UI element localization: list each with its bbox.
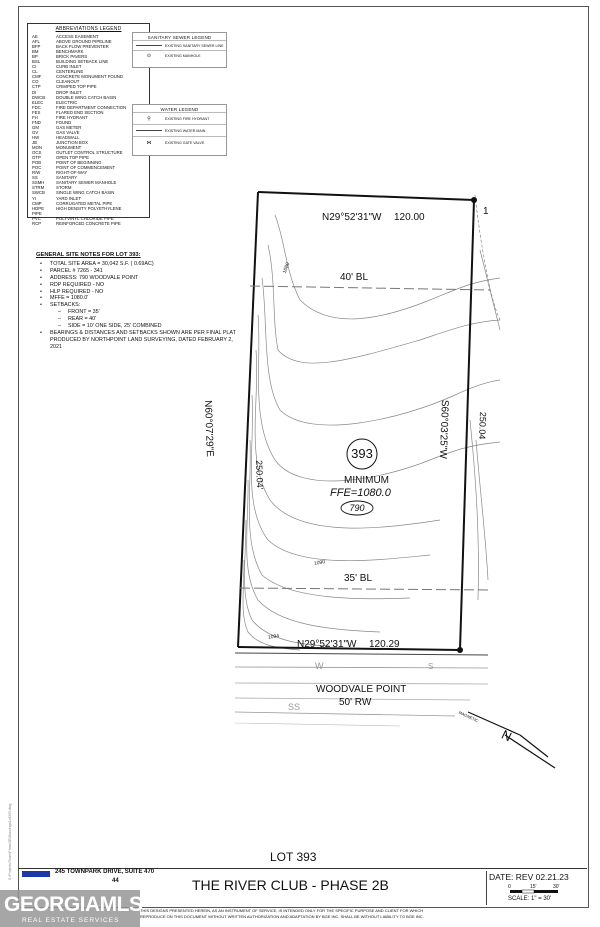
contour-label-1090: 1090 (313, 559, 326, 567)
abbreviation-desc: SANITARY SEWER MANHOLE (56, 180, 117, 186)
abbreviation-code: CO (32, 79, 39, 85)
abbreviation-code: BM (32, 49, 39, 55)
abbreviation-desc: BACK FLOW PREVENTER (56, 44, 109, 50)
disclaimer-line-2: REPRODUCE ON THIS DOCUMENT WITHOUT WRITTEN AUTHORIZATION AND ADAPTATION BY BGE INC. SHALL BE WITHOUT LIABILITY TO BGE INC. (140, 914, 424, 919)
front-setback-label: 35' BL (344, 573, 373, 584)
date-label: DATE: REV 02.21.23 (489, 872, 569, 882)
note-text: BEARINGS & DISTANCES AND SETBACKS SHOWN ARE PER FINAL PLAT PRODUCED BY NORTHPOINT LAND SURVEYING, DATED FEBRUARY 2, 2021 (50, 329, 236, 350)
abbreviation-code: OTP (32, 155, 41, 161)
lot-number-label: 393 (351, 446, 373, 461)
note-text: PARCEL # 7265 - 341 (50, 267, 103, 274)
abbreviation-desc: POLYVINYL CHLORIDE PIPE (56, 215, 114, 221)
abbreviation-code: FDC (32, 104, 41, 110)
note-bullet: • (40, 267, 42, 274)
road-mark-s: S (428, 662, 434, 671)
abbreviation-code: CI (32, 64, 37, 70)
front-setback-line (240, 588, 490, 590)
note-text: RDP REQUIRED - NO (50, 281, 105, 288)
top-bearing-label: N29°52'31"W (322, 212, 382, 223)
abbreviation-code: SS (32, 175, 38, 181)
abbreviation-desc: FLARED END SECTION (56, 109, 104, 115)
abbreviation-code: PVC (32, 215, 41, 221)
scale-30-label: 30' (553, 884, 560, 890)
abbreviation-code: AE (32, 34, 38, 39)
scale-label: SCALE: 1" = 30' (508, 896, 552, 902)
abbreviation-desc: GAS VALVE (56, 129, 80, 135)
abbreviation-code: CMP (32, 200, 42, 206)
abbreviation-code: DI (32, 89, 37, 95)
abbreviation-code: DWCB (32, 94, 46, 100)
scale-15-label: 15' (530, 884, 537, 890)
fire-hydrant-symbol: ⚲ (147, 115, 151, 122)
note-text: FRONT = 35' (68, 309, 100, 316)
abbreviation-desc: FIRE DEPARTMENT CONNECTION (56, 104, 127, 110)
note-bullet: – (58, 316, 61, 323)
abbreviation-desc: ELECTRIC (56, 99, 78, 105)
contour-label-1094: 1094 (267, 633, 280, 641)
abbreviation-desc: CURB INLET (56, 64, 82, 70)
abbreviation-code: RCP (32, 220, 42, 226)
rear-setback-line (250, 286, 490, 290)
abbreviation-desc: BRICK PAVERS (56, 54, 88, 60)
north-label: N (499, 726, 515, 745)
lot-title: LOT 393 (270, 850, 317, 864)
abbreviation-code: FND (32, 119, 41, 125)
water-legend-row-1: EXISTING FIRE HYDRANT (165, 116, 210, 121)
abbreviation-desc: HEADWALL (56, 134, 80, 140)
abbreviation-desc: FIRE HYDRANT (56, 114, 88, 120)
abbreviation-code: HDPE (32, 205, 44, 211)
manhole-symbol: ⊙ (146, 52, 152, 59)
note-bullet: • (40, 281, 42, 288)
note-text: SETBACKS: (50, 302, 81, 309)
disclaimer-line-1: THIS DESIGNS PRESENTED HEREIN, AS AN INSTRUMENT OF SERVICE, IS INTENDED ONLY FOR THE SPECIFIC PURPOSE AND CLIENT FOR WHICH (140, 908, 424, 913)
side-file-path: S:\Projects\Team\Phase2B\Drawings\Lot393.dwg (8, 803, 12, 880)
note-bullet: • (40, 302, 42, 309)
abbreviation-code: MON (32, 145, 43, 151)
bottom-distance-label: 120.29 (369, 639, 400, 650)
abbreviation-desc: GAS METER (56, 124, 82, 130)
magnetic-label: MAGNETIC (457, 709, 480, 724)
watermark-logo (0, 890, 143, 927)
note-bullet: • (40, 295, 42, 302)
abbreviation-code: ELEC (32, 99, 44, 105)
abbreviation-desc: OPEN TOP PIPE (56, 155, 89, 161)
abbreviation-desc: YARD INLET (56, 195, 81, 201)
company-phone: 44 (112, 878, 119, 884)
abbreviation-desc: POINT OF BEGINNING (56, 160, 102, 166)
abbreviation-code: OCS (32, 150, 42, 156)
abbreviation-code: BFP (32, 44, 41, 50)
abbreviation-code: POB (32, 160, 42, 166)
abbreviation-desc: CONCRETE MONUMENT FOUND (56, 74, 123, 80)
abbreviation-code: GM (32, 124, 39, 130)
abbreviation-desc: DROP INLET (56, 89, 82, 95)
abbreviation-desc: BUILDING SETBACK LINE (56, 59, 109, 65)
abbreviation-desc: FOUND (56, 119, 72, 125)
abbreviation-desc: OUTLET CONTROL STRUCTURE (56, 150, 123, 156)
abbreviation-code: FH (32, 114, 38, 120)
abbreviation-code: SSMH (32, 180, 45, 186)
abbreviation-desc: STORM (56, 185, 72, 191)
abbreviation-desc: SANITARY (56, 175, 78, 181)
road-mark-w: W (315, 661, 324, 671)
note-bullet: • (40, 288, 42, 295)
abbreviation-code: R/W (32, 170, 41, 176)
note-text: REAR = 40' (68, 316, 97, 323)
watermark-brand: GEORGIAMLS (4, 893, 143, 916)
company-logo-bar (22, 871, 50, 877)
abbreviation-desc: RIGHT-OF-WAY (56, 170, 88, 176)
abbreviation-code: STRM (32, 185, 45, 191)
contour-label-1080: 1080 (281, 261, 292, 275)
abbreviation-code: CL (32, 69, 38, 75)
water-legend-title: WATER LEGEND (160, 107, 199, 112)
company-address: 245 TOWNPARK DRIVE, SUITE 470 (55, 869, 155, 875)
corner-mark-label: 1 (483, 206, 489, 217)
abbreviation-code: PIPE (32, 210, 42, 216)
note-text: SIDE = 10' ONE SIDE, 25' COMBINED (68, 323, 162, 330)
abbreviation-code: JB (32, 139, 38, 145)
rear-setback-label: 40' BL (340, 272, 369, 283)
abbreviation-code: SWCB (32, 190, 45, 196)
corner-pin-ne (471, 197, 477, 203)
abbreviation-desc: HIGH DENSITY POLYETHYLENE (56, 205, 122, 211)
right-bearing-label: S60°03'25"W (436, 399, 450, 459)
note-text: MFFE = 1080.0' (50, 295, 89, 302)
note-bullet: • (40, 329, 42, 336)
note-bullet: – (58, 323, 61, 330)
note-text: TOTAL SITE AREA = 30,042 S.F. ( 0.69AC) (50, 260, 154, 267)
abbreviation-code: HW (32, 134, 40, 140)
project-title: THE RIVER CLUB - PHASE 2B (192, 877, 389, 893)
corner-pin-se (457, 647, 463, 653)
water-legend-row-2: EXISTING WATER MAIN (165, 128, 206, 133)
abbreviation-code: BP (32, 54, 38, 60)
abbreviation-desc: CENTERLINE (56, 69, 84, 75)
street-rw-label: 50' RW (339, 697, 372, 708)
road-mark-ss: SS (288, 702, 301, 712)
note-bullet: • (40, 274, 42, 281)
abbreviation-code: CMF (32, 74, 42, 80)
sewer-legend-title: SANITARY SEWER LEGEND (147, 35, 212, 40)
abbreviation-desc: SINGLE WING CATCH BASIN (56, 190, 115, 196)
abbreviation-desc: JUNCTION BOX (56, 139, 88, 145)
ffe-label: FFE=1080.0 (330, 487, 391, 499)
note-text: HLP REQUIRED - NO (50, 288, 104, 295)
abbreviation-code: BSL (32, 59, 41, 65)
abbreviation-desc: CORRUGATED METAL PIPE (56, 200, 113, 206)
notes-title: GENERAL SITE NOTES FOR LOT 393: (36, 252, 141, 258)
abbreviation-desc: ABOVE GROUND PIPELINE (56, 39, 112, 45)
abbreviation-desc: DOUBLE WING CATCH BASIN (56, 94, 117, 100)
watermark-tagline: REAL ESTATE SERVICES (22, 917, 120, 924)
abbreviation-desc: ACCESS EASEMENT (56, 34, 99, 39)
abbreviation-code: CTP (32, 84, 41, 90)
abbreviation-desc: BENCHMARK (56, 49, 84, 55)
abbreviation-desc: MONUMENT (56, 145, 82, 151)
abbreviation-code: AFL (32, 39, 40, 45)
note-text: ADDRESS: 790 WOODVALE POINT (50, 274, 139, 281)
street-name-label: WOODVALE POINT (316, 684, 407, 695)
abbreviation-code: POC (32, 165, 42, 171)
abbreviation-code: YI (32, 195, 37, 201)
north-arrow-icon (468, 712, 555, 768)
note-bullet: • (40, 260, 42, 267)
note-bullet: – (58, 309, 61, 316)
abbreviation-code: GV (32, 129, 39, 135)
abbreviation-desc: CLEANOUT (56, 79, 80, 85)
right-distance-label: 250.04 (477, 411, 488, 440)
left-distance-label: 250.04' (254, 460, 266, 490)
abbreviation-desc: CRIMPED TOP PIPE (56, 84, 97, 90)
scale-0-label: 0 (508, 884, 511, 890)
abbreviation-desc: REINFORCED CONCRETE PIPE (56, 220, 121, 226)
sewer-legend-row-2: EXISTING MANHOLE (165, 53, 201, 58)
minimum-label: MINIMUM (344, 475, 389, 486)
bottom-bearing-label: N29°52'31"W (297, 639, 357, 650)
top-distance-label: 120.00 (394, 212, 425, 223)
water-legend-row-3: EXISTING GATE VALVE (165, 140, 205, 145)
sewer-legend-row-1: EXISTING SANITARY SEWER LINE (165, 43, 224, 48)
left-bearing-label: N60°07'29"E (202, 400, 215, 458)
gate-valve-symbol: ⋈ (146, 139, 152, 146)
abbreviation-code: FES (32, 109, 41, 115)
abbreviations-legend-title: ABBREVIATIONS LEGEND (55, 26, 122, 32)
address-number-label: 790 (349, 503, 365, 513)
abbreviation-desc: POINT OF COMMENCEMENT (56, 165, 116, 171)
